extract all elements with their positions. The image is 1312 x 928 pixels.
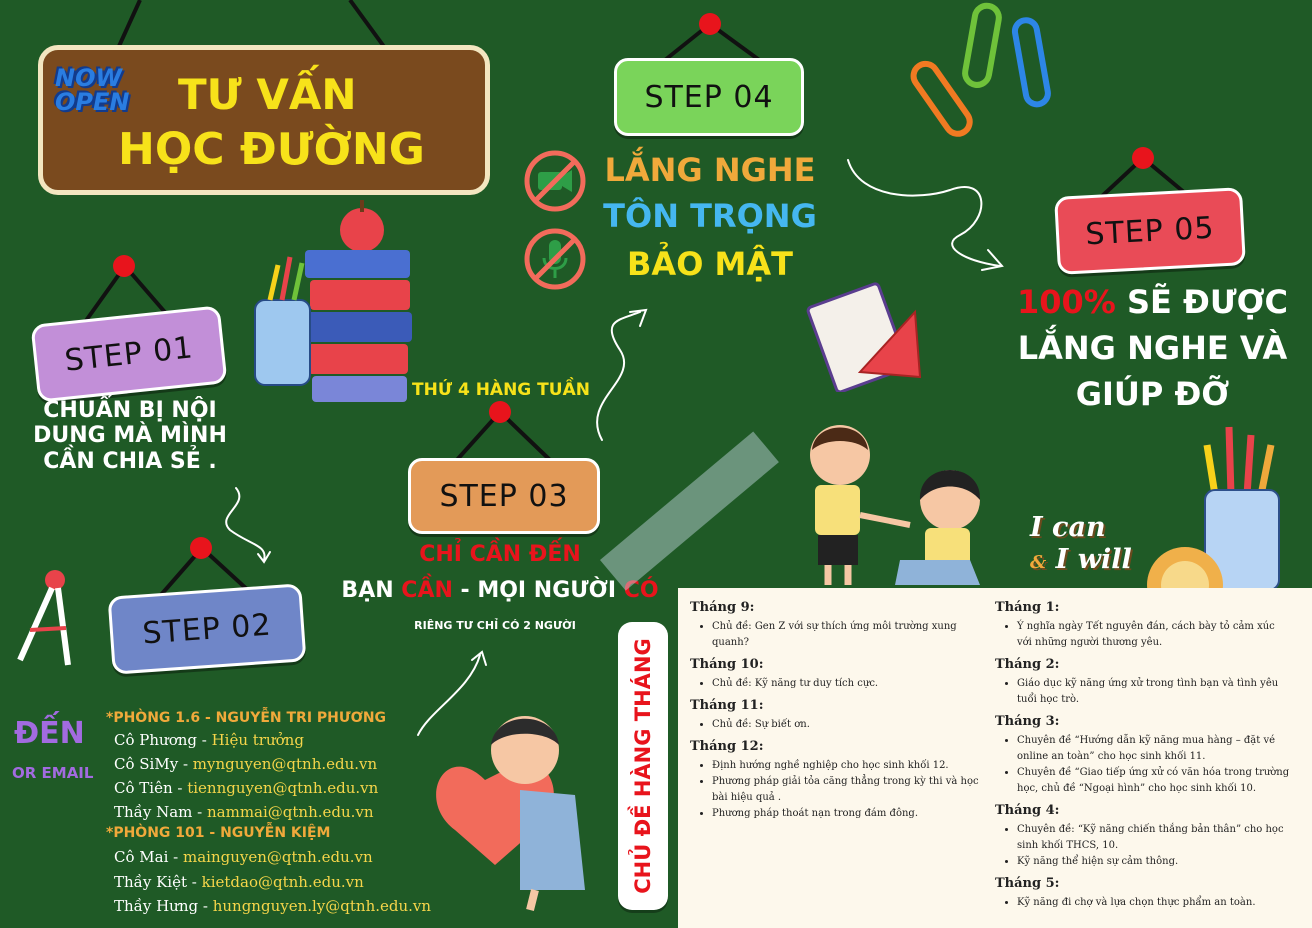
step4-pin [699,13,721,35]
kids-handshake-illustration [800,420,1010,600]
topic-item: • Chủ đề: Sự biết ơn. [712,717,985,733]
month-heading: Tháng 2: [995,657,1060,672]
step2-tag: STEP 02 [108,583,307,674]
step5-caption-line3: GIÚP ĐỠ [1075,375,1230,413]
step5-pin [1132,147,1154,169]
step1-caption-line: CẦN CHIA SẺ . [43,448,217,474]
topic-item: • Giáo dục kỹ năng ứng xử trong tình bạn và tình yêu tuổi học trò. [1017,676,1290,708]
step2-pin [190,537,212,559]
step4-tag: STEP 04 [614,58,804,136]
books-apple-illustration [250,195,420,410]
contact-row [114,755,377,773]
contact-row [114,803,374,821]
contact-heading: ĐẾN [14,716,85,751]
topic-item: • Chủ đề: Gen Z với sự thích ứng môi trường xung quanh? [712,619,985,651]
contact-row [114,873,364,891]
step3-note: RIÊNG TƯ CHỈ CÓ 2 NGƯỜI [414,619,576,632]
step1-pin [113,255,135,277]
motto-line2-text: I will [1055,544,1132,575]
now-open-badge [55,66,160,114]
contact-name: Cô Tiên - [114,779,188,797]
topic-item: • Chuyên đề “Giao tiếp ứng xử có văn hóa trong trường học, chủ đề “Ngoại hình” cho học sinh khối 10. [1017,765,1290,797]
contact-email-link[interactable]: tiennguyen@qtnh.edu.vn [187,779,379,797]
topic-item: • Kỹ năng thể hiện sự cảm thông. [1017,854,1290,870]
step3-tag: STEP 03 [408,458,600,534]
topic-item: • Chuyên đề: “Kỹ năng chiến thắng bản thân” cho học sinh khối THCS, 10. [1017,822,1290,854]
contact-row [114,897,431,915]
room1-label: *PHÒNG 1.6 - NGUYỄN TRI PHƯƠNG [106,710,387,726]
contact-name: Cô SiMy - [114,755,193,773]
no-microphone-icon [522,226,588,292]
motto-line2 [1030,544,1132,579]
motto-amp: & [1030,552,1047,573]
step1-tag: STEP 01 [30,305,227,402]
contact-name: Cô Mai - [114,848,183,866]
topic-item: • Định hướng nghề nghiệp cho học sinh khối 12. [712,758,985,774]
step3-highlight: CẦN [401,578,453,603]
contact-email-link[interactable]: hungnguyen.ly@qtnh.edu.vn [212,897,432,915]
topic-item: • Chủ đề: Kỹ năng tư duy tích cực. [712,676,985,692]
contact-email-link[interactable]: nammai@qtnh.edu.vn [207,803,374,821]
step5-caption-line1 [1000,284,1305,321]
step5-percent: 100% [1016,283,1116,321]
topic-item: • Phương pháp giải tỏa căng thẳng trong kỳ thi và học bài hiệu quả . [712,774,985,806]
topic-item: • Chuyên đề “Hướng dẫn kỹ năng mua hàng – đặt vé online an toàn” cho học sinh khối 11. [1017,733,1290,765]
step4-value-privacy: BẢO MẬT [627,245,793,283]
contact-name: Thầy Kiệt - [114,873,202,891]
now-label: NOW [55,64,122,92]
step5-caption-line2: LẮNG NGHE VÀ [1017,329,1288,367]
step3-text: - MỌI NGƯỜI [452,578,624,603]
compass-icon [10,560,80,670]
contact-value: Hiệu trưởng [211,731,304,749]
step3-text: BẠN [341,578,402,603]
monthly-title: CHỦ ĐỀ HÀNG THÁNG [631,638,655,894]
room2-label: *PHÒNG 101 - NGUYỄN KIỆM [106,825,331,841]
contact-name: Thầy Nam - [114,803,207,821]
title-line-1: TƯ VẤN [178,70,357,119]
monthly-topics-panel [678,588,1312,928]
step3-schedule: THỨ 4 HÀNG TUẦN [412,380,590,400]
month-heading: Tháng 1: [995,600,1060,615]
motto [1030,512,1132,579]
topic-item: • Kỹ năng đi chợ và lựa chọn thực phẩm an toàn. [1017,895,1290,911]
month-heading: Tháng 10: [690,657,764,672]
month-heading: Tháng 5: [995,876,1060,891]
topic-item: • Phương pháp thoát nạn trong đám đông. [712,806,985,822]
paperclip-icon [880,0,1090,150]
girl-heart-illustration [425,700,615,920]
step4-value-respect: TÔN TRỌNG [603,197,817,235]
step3-pin [489,401,511,423]
contact-email-heading: OR EMAIL [12,764,94,782]
contact-email-link[interactable]: mainguyen@qtnh.edu.vn [182,848,373,866]
step5-text: SẼ ĐƯỢC [1115,283,1289,321]
open-label: OPEN [55,88,130,116]
contact-name: Thầy Hưng - [114,897,213,915]
contact-row [114,779,378,797]
topic-item: • Ý nghĩa ngày Tết nguyên đán, cách bày tỏ cảm xúc với những người thương yêu. [1017,619,1290,651]
contact-email-link[interactable]: mynguyen@qtnh.edu.vn [192,755,378,773]
contact-row [114,731,304,749]
notebook-ruler-illustration [800,282,930,392]
step1-caption-line: DUNG MÀ MÌNH [33,423,227,449]
monthly-left-column [690,600,985,828]
month-heading: Tháng 9: [690,600,755,615]
contact-email-link[interactable]: kietdao@qtnh.edu.vn [201,873,364,891]
month-heading: Tháng 11: [690,698,764,713]
contact-row [114,848,373,866]
step3-highlight: CÓ [623,578,659,603]
title-line-2: HỌC ĐƯỜNG [118,124,425,175]
step4-value-listen: LẮNG NGHE [604,151,816,189]
motto-line1: I can [1030,512,1106,543]
step3-caption-line1: CHỈ CẦN ĐẾN [419,542,581,567]
month-heading: Tháng 12: [690,739,764,754]
contact-name: Cô Phương - [114,731,212,749]
step1-caption-line: CHUẨN BỊ NỘI [43,398,217,423]
step5-tag: STEP 05 [1054,187,1246,275]
step1-caption [20,398,240,474]
month-heading: Tháng 4: [995,803,1060,818]
no-video-icon [522,148,588,214]
month-heading: Tháng 3: [995,714,1060,729]
monthly-right-column [995,600,1290,917]
